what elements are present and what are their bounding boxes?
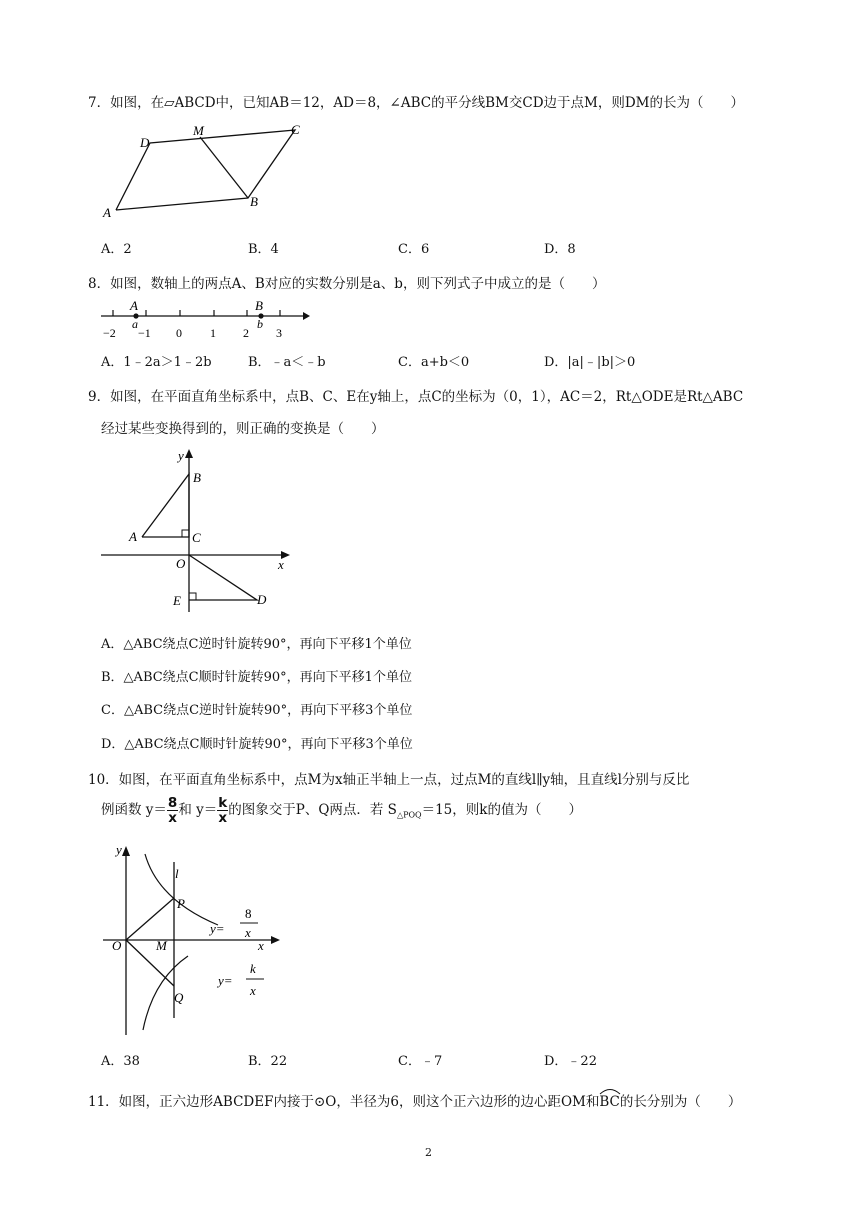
q10-option-d: D．﹣22 xyxy=(544,1054,597,1069)
q9-label-y: y xyxy=(178,448,184,463)
q9-label-b: B xyxy=(193,470,201,485)
q10-curve2-den: x xyxy=(250,983,256,998)
q10-option-a: A．38 xyxy=(101,1054,140,1069)
q7-label-m: M xyxy=(193,123,204,138)
q10-option-b: B．22 xyxy=(248,1054,288,1069)
q9-label-a: A xyxy=(129,529,137,544)
q9-coordinate-figure xyxy=(98,446,298,616)
q10-stem-part-b: 和 y＝ xyxy=(178,802,218,818)
q10-fraction-k-over-x: $\frac{k}{x}$ xyxy=(218,795,228,826)
q7-label-a: A xyxy=(103,205,111,220)
q8-option-d: D．|a|﹣|b|＞0 xyxy=(544,355,636,370)
q9-label-e: E xyxy=(173,593,181,608)
q8-label-a: a xyxy=(132,317,138,331)
q8-option-a: A．1﹣2a＞1﹣2b xyxy=(101,355,212,370)
q8-option-c: C．a+b＜0 xyxy=(398,355,470,370)
q7-label-c: C xyxy=(291,122,300,137)
q7-option-b: B．4 xyxy=(248,242,279,257)
q8-tick-neg2: −2 xyxy=(103,326,116,340)
q8-tick-3: 3 xyxy=(276,326,282,340)
q8-tick-1: 1 xyxy=(210,326,216,340)
q10-label-m: M xyxy=(156,938,167,953)
q10-label-q: Q xyxy=(174,990,184,1005)
q10-stem-part-d: ＝15，则k的值为（ ） xyxy=(421,802,582,818)
q9-label-d: D xyxy=(257,592,267,607)
q7-label-b: B xyxy=(250,194,258,209)
q9-option-c: C．△ABC绕点C逆时针旋转90°，再向下平移3个单位 xyxy=(101,703,413,718)
q9-option-d: D．△ABC绕点C顺时针旋转90°，再向下平移3个单位 xyxy=(101,737,413,752)
q9-label-c: C xyxy=(192,530,201,545)
q8-tick-2: 2 xyxy=(243,326,249,340)
q7-label-d: D xyxy=(140,135,150,150)
q7-parallelogram-figure xyxy=(98,120,308,220)
q10-stem-line1: 10．如图，在平面直角坐标系中，点M为x轴正半轴上一点，过点M的直线l∥y轴，且直线l分别与反比 xyxy=(88,772,690,788)
q8-label-b: b xyxy=(257,317,263,331)
q10-label-p: P xyxy=(177,896,185,911)
q11-stem-part-a: 11．如图，正六边形ABCDEF内接于⊙O，半径为6，则这个正六边形的边心距OM和 xyxy=(88,1094,600,1110)
q8-number-line xyxy=(98,296,313,344)
q8-option-b: B．﹣a＜﹣b xyxy=(248,355,326,370)
q8-tick-neg1: −1 xyxy=(138,326,151,340)
q8-stem: 8．如图，数轴上的两点A、B对应的实数分别是a、b，则下列式子中成立的是（ ） xyxy=(88,276,606,292)
q10-label-x: x xyxy=(258,938,264,953)
q9-option-a: A．△ABC绕点C逆时针旋转90°，再向下平移1个单位 xyxy=(101,637,412,652)
q9-option-b: B．△ABC绕点C顺时针旋转90°，再向下平移1个单位 xyxy=(101,670,412,685)
q10-stem-part-c: 的图象交于P、Q两点．若 S xyxy=(228,802,397,818)
q9-stem-line1: 9．如图，在平面直角坐标系中，点B、C、E在y轴上，点C的坐标为（0，1），AC＝2，Rt△ODE是Rt△ABC xyxy=(88,389,744,405)
q11-arc-bc: BC xyxy=(599,1094,620,1110)
arc-symbol-icon xyxy=(599,1087,621,1095)
q8-tick-0: 0 xyxy=(176,326,182,340)
q10-curve1-den: x xyxy=(245,925,251,940)
q10-stem-line2 xyxy=(101,796,582,825)
q10-label-l: l xyxy=(175,866,179,881)
q10-label-o: O xyxy=(112,938,122,953)
q8-label-B: B xyxy=(255,298,263,313)
q10-curve1-num: 8 xyxy=(245,906,252,921)
q10-stem-part-a: 例函数 y＝ xyxy=(101,802,167,818)
q11-stem xyxy=(88,1090,741,1110)
q10-fraction-8-over-x: $\frac{8}{x}$ xyxy=(167,795,178,826)
page-number: 2 xyxy=(425,1146,432,1159)
q10-curve2-num: k xyxy=(250,961,256,976)
q9-label-o: O xyxy=(176,556,186,571)
q7-option-d: D．8 xyxy=(544,242,576,257)
q11-stem-part-b: 的长分别为（ ） xyxy=(619,1094,742,1110)
q7-option-c: C．6 xyxy=(398,242,430,257)
q10-curve1-y: y= xyxy=(210,921,225,936)
q10-coordinate-figure xyxy=(98,840,298,1040)
q9-label-x: x xyxy=(278,557,284,572)
q10-label-y: y xyxy=(116,842,122,857)
q8-label-A: A xyxy=(130,298,138,313)
q10-curve2-y: y= xyxy=(218,973,233,988)
q10-option-c: C．﹣7 xyxy=(398,1054,443,1069)
q10-area-subscript: △POQ xyxy=(396,810,422,820)
q7-option-a: A．2 xyxy=(101,242,132,257)
q7-stem: 7．如图，在▱ABCD中，已知AB＝12，AD＝8，∠ABC的平分线BM交CD边于点M，则DM的长为（ ） xyxy=(88,95,744,111)
q9-stem-line2: 经过某些变换得到的，则正确的变换是（ ） xyxy=(101,421,385,437)
